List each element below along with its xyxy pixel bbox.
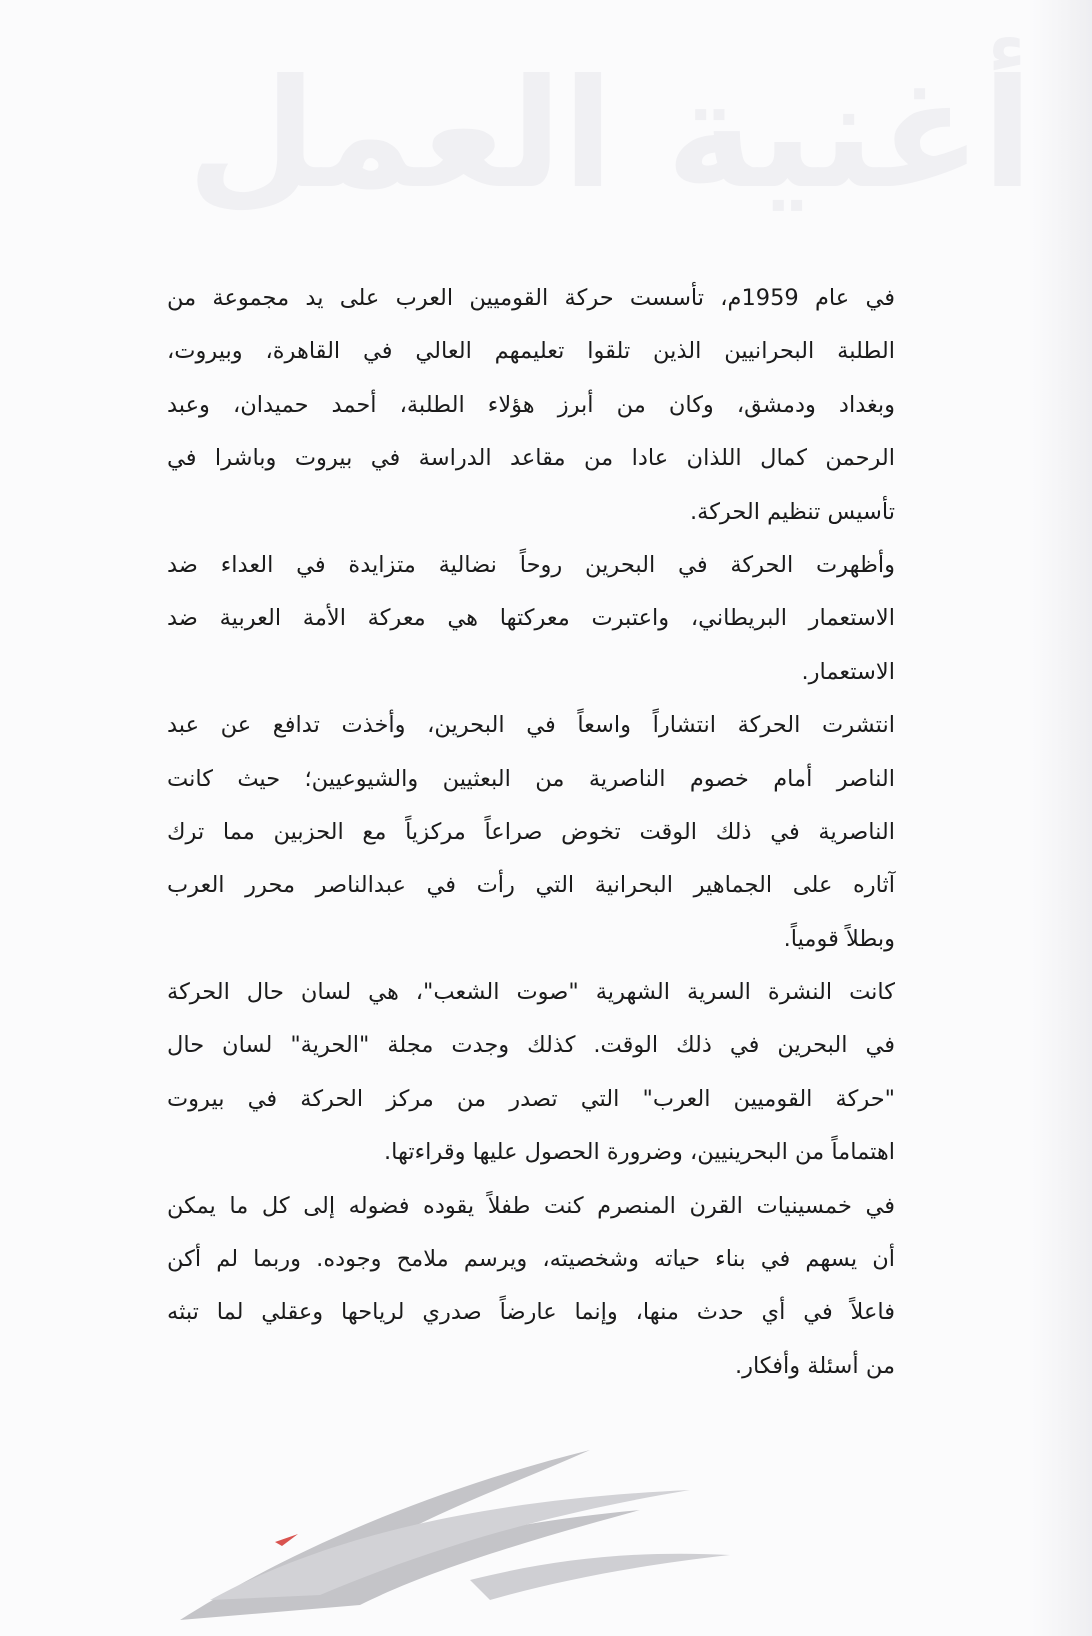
paragraph [167,272,895,539]
text-line: كانت النشرة السرية الشهرية "صوت الشعب"، هي لسان حال الحركة [167,979,895,1006]
text-line: وبغداد ودمشق، وكان من أبرز هؤلاء الطلبة، أحمد حميدان، وعبد [167,391,895,418]
text-line: الناصر أمام خصوم الناصرية من البعثيين والشيوعيين؛ حيث كانت [167,765,895,792]
text-line: في عام 1959م، تأسست حركة القوميين العرب على يد مجموعة من [167,285,895,311]
text-line: من أسئلة وأفكار. [734,1352,895,1379]
paragraph [167,699,895,966]
text-line: الرحمن كمال اللذان عادا من مقاعد الدراسة في بيروت وباشرا في [167,445,895,472]
text-line: الناصرية في ذلك الوقت تخوض صراعاً مركزياً مع الحزبين مما ترك [167,818,895,845]
text-line: في البحرين في ذلك الوقت. كذلك وجدت مجلة "الحرية" لسان حال [167,1032,895,1059]
watermark-title: أغنية العمل [186,48,1034,222]
paragraph [167,1180,895,1394]
text-line: الاستعمار. [801,658,895,685]
paragraph [167,966,895,1180]
text-line: الاستعمار البريطاني، واعتبرت معركتها هي معركة الأمة العربية ضد [167,605,895,632]
page-edge-shadow [1032,0,1092,1636]
text-line: آثاره على الجماهير البحرانية التي رأت في عبدالناصر محرر العرب [167,872,895,899]
text-line: "حركة القوميين العرب" التي تصدر من مركز الحركة في بيروت [167,1085,895,1112]
text-line: وأظهرت الحركة في البحرين روحاً نضالية متزايدة في العداء ضد [167,551,895,578]
body-text [167,272,895,1393]
text-line: فاعلاً في أي حدث منها، وإنما عارضاً صدري لرياحها وعقلي لما تبثه [167,1299,895,1326]
text-line: اهتماماً من البحرينيين، وضرورة الحصول عليها وقراءتها. [383,1139,895,1166]
text-line: تأسيس تنظيم الحركة. [690,498,895,525]
text-line: في خمسينيات القرن المنصرم كنت طفلاً يقوده فضوله إلى كل ما يمكن [167,1192,895,1219]
text-line: وبطلاً قومياً. [783,925,895,952]
horse-logo-icon [170,1430,810,1630]
text-line: أن يسهم في بناء حياته وشخصيته، ويرسم ملامح وجوده. وربما لم أكن [167,1246,895,1273]
text-line: انتشرت الحركة انتشاراً واسعاً في البحرين، وأخذت تدافع عن عبد [167,712,895,739]
paragraph [167,539,895,699]
text-line: الطلبة البحرانيين الذين تلقوا تعليمهم العالي في القاهرة، وبيروت، [167,338,895,365]
